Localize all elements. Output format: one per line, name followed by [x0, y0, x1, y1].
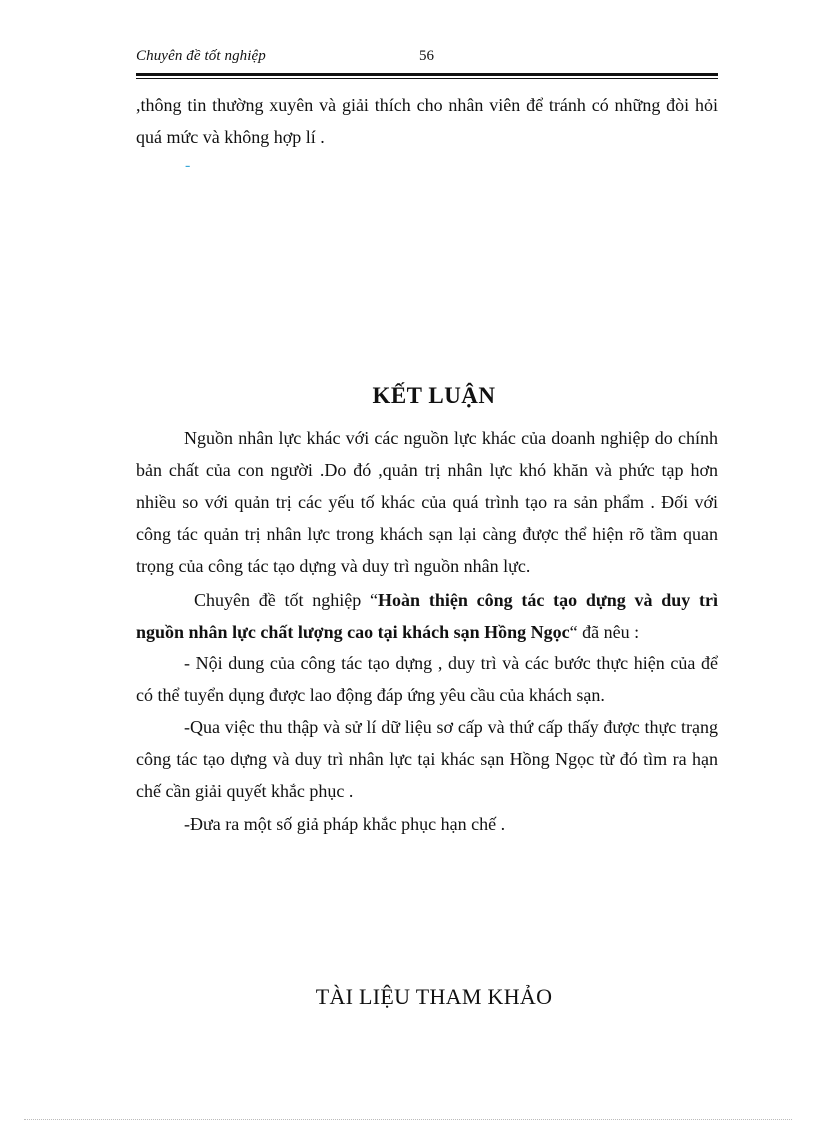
- page-bottom-rule: [24, 1119, 792, 1120]
- page-header: [136, 48, 718, 70]
- references-title: TÀI LIỆU THAM KHẢO: [315, 984, 553, 1009]
- conclusion-paragraph-3: - Nội dung của công tác tạo dựng , duy trì và các bước thực hiện của để có thể tuyển dụng được lao động đáp ứng yêu cầu của khách sạn.: [136, 653, 718, 705]
- page-number: 56: [419, 48, 434, 64]
- conclusion-paragraph-4: -Qua việc thu thập và sử lí dữ liệu sơ cấp và thứ cấp thấy được thực trạng công tác tạo dựng và duy trì nhân lực tại khác sạn Hồng Ngọc từ đó tìm ra hạn chế cần giải quyết khắc phục .: [136, 717, 718, 801]
- conclusion-paragraph-5: -Đưa ra một số giả pháp khắc phục hạn chế .: [184, 814, 506, 834]
- conclusion-paragraph-2: [136, 584, 718, 648]
- carryover-paragraph: ,thông tin thường xuyên và giải thích cho nhân viên để tránh có những đòi hỏi quá mức và không hợp lí .: [136, 95, 718, 147]
- paragraph-2-prefix: Chuyên đề tốt nghiệp “: [194, 590, 379, 610]
- paragraph-2-suffix: “ đã nêu :: [569, 622, 640, 642]
- header-rule-thin: [136, 78, 718, 79]
- thesis-title: Hoàn thiện công tác tạo dựng và duy trì nguồn nhân lực chất lượng cao tại khách sạn Hồng Ngọc: [136, 590, 719, 642]
- header-rule-thick: [136, 73, 718, 76]
- header-title: Chuyên đề tốt nghiệp: [136, 48, 266, 64]
- conclusion-paragraph-1: Nguồn nhân lực khác với các nguồn lực khác của doanh nghiệp do chính bản chất của con người .Do đó ,quản trị nhân lực khó khăn và phức tạp hơn nhiều so với quản trị các yếu tố khác của quá trình tạo ra sản phẩm . Đối với công tác quản trị nhân lực trong khách sạn lại càng được thể hiện rõ tầm quan trọng của công tác tạo dựng và duy trì nguồn nhân lực.: [136, 428, 718, 576]
- conclusion-title: KẾT LUẬN: [372, 383, 496, 408]
- dash-mark: -: [185, 157, 191, 174]
